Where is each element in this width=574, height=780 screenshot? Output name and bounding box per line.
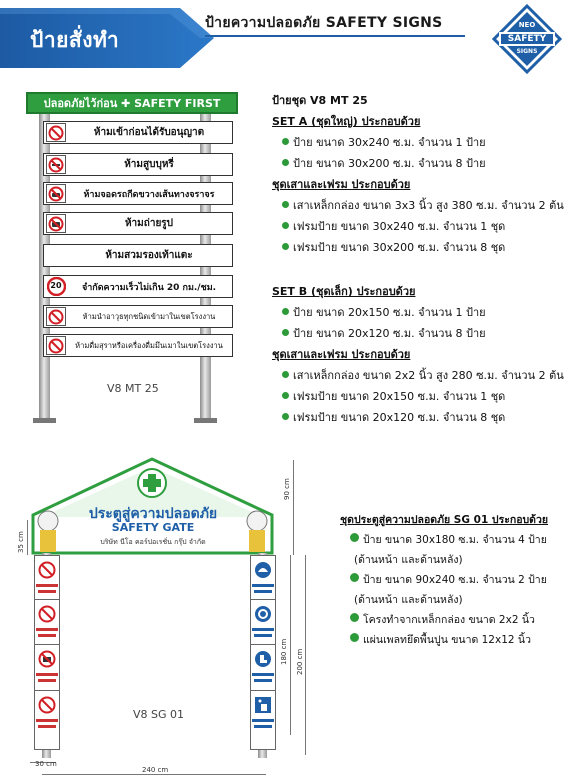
sign-plate-8 [43,334,233,357]
list-item: โครงทำจากเหล็กกล่อง ขนาด 2x2 นิ้ว [340,610,572,630]
no-parking-car-icon [46,184,66,203]
sign-plate-1 [43,121,233,144]
mt25-model-label: V8 MT 25 [107,382,159,395]
gate-subtitle: SAFETY GATE [111,521,195,534]
gate-title: ประตูสู่ความปลอดภัย [88,506,218,522]
list-item: เฟรมป้าย ขนาด 20x120 ซ.ม. จำนวน 8 ชุด [272,407,572,428]
set-b-heading: SET B (ชุดเล็ก) ประกอบด้วย [272,285,416,298]
no-camera-icon [46,214,66,233]
dim-total-height: 200 cm [296,648,304,675]
sg01-spec-heading: ชุดประตูสู่ความปลอดภัย SG 01 ประกอบด้วย [340,514,549,526]
litter-bin-icon [253,695,273,715]
no-camera-icon [37,649,57,669]
sg01-specs [340,510,572,650]
list-item: (ด้านหน้า และด้านหลัง) [354,554,463,566]
sign-plate-label: ห้ามดื่มสุราหรือเครื่องดื่มมึนเมาในเขตโรงงาน [75,340,223,350]
dim-width-line [42,774,266,775]
sign-plate-7 [43,305,233,328]
set-b-frame-heading: ชุดเสาและเฟรม ประกอบด้วย [272,348,411,361]
logo-safety: SAFETY [507,34,547,44]
no-smoking-icon [46,155,66,174]
dim-left-line [27,520,28,555]
list-item: แผ่นเพลทยึดพื้นปูน ขนาด 12x12 นิ้ว [340,630,572,650]
spec-title: ป้ายชุด V8 MT 25 [272,94,368,107]
no-entry-icon [46,123,66,142]
dim-panels-line [290,555,291,735]
page-title: ป้ายสั่งทำ [30,28,120,52]
no-alcohol-icon [46,336,66,355]
no-smoking-icon [37,560,57,580]
list-item: ป้าย ขนาด 90x240 ซ.ม. จำนวน 2 ป้าย [340,570,572,590]
dim-roof-height: 90 cm [283,478,291,500]
hard-hat-icon [253,560,273,580]
sign-plate-2 [43,153,233,176]
list-item: (ด้านหน้า และด้านหลัง) [354,594,463,606]
dim-total-line [305,555,306,755]
gate-right-panel-4 [250,690,276,750]
list-item: ป้าย ขนาด 30x240 ซ.ม. จำนวน 1 ป้าย [272,132,572,153]
right-post-base [194,418,217,423]
dim-total-width: 240 cm [142,766,169,774]
list-item: เฟรมป้าย ขนาด 20x150 ซ.ม. จำนวน 1 ชุด [272,386,572,407]
list-item: ป้าย ขนาด 30x200 ซ.ม. จำนวน 8 ป้าย [272,153,572,174]
list-item: เฟรมป้าย ขนาด 30x200 ซ.ม. จำนวน 8 ชุด [272,237,572,258]
no-fire-icon [37,604,57,624]
list-item: ป้าย ขนาด 20x120 ซ.ม. จำนวน 8 ป้าย [272,323,572,344]
logo-neo: NEO [518,21,536,29]
safety-boots-icon [253,649,273,669]
sign-plate-4 [43,212,233,235]
set-a-frame-heading: ชุดเสาและเฟรม ประกอบด้วย [272,178,411,191]
sign-plate-label: ห้ามนำอาวุธทุกชนิดเข้ามาในเขตโรงงาน [82,311,216,321]
sign-plate-label: ห้ามสูบบุหรี่ [124,159,174,170]
dim-post-width: 30 cm [35,760,57,768]
sign-plate-label: ห้ามสวมรองเท้าแตะ [105,250,193,261]
header-underline [205,35,465,37]
dim-panels-height: 180 cm [280,638,288,665]
sign-plate-label: ห้ามถ่ายรูป [124,218,174,229]
mt25-specs [272,90,572,428]
sign-plate-label: จำกัดความเร็วไม่เกิน 20 กม./ชม. [81,282,217,293]
no-sandals-icon [46,246,66,265]
set-a-heading: SET A (ชุดใหญ่) ประกอบด้วย [272,115,421,128]
speed-limit-value: 20 [50,281,62,290]
gate-left-panel-4 [34,690,60,750]
sign-plate-6 [43,275,233,298]
list-item: เสาเหล็กกล่อง ขนาด 3x3 นิ้ว สูง 380 ซ.ม. จำนวน 2 ต้น [272,195,572,216]
left-post-base [33,418,56,423]
neo-safety-logo [492,4,562,74]
page-subtitle: ป้ายความปลอดภัย SAFETY SIGNS [205,15,443,31]
list-item: ป้าย ขนาด 30x180 ซ.ม. จำนวน 4 ป้าย [340,530,572,550]
gate-company: บริษัท นีโอ คอร์ปอเรชั่น กรุ๊ป จำกัด [100,538,206,546]
sign-plate-3 [43,182,233,205]
ear-protection-icon [253,604,273,624]
no-weapons-icon [46,307,66,326]
sign-plate-5 [43,244,233,267]
list-item: เสาเหล็กกล่อง ขนาด 2x2 นิ้ว สูง 280 ซ.ม. จำนวน 2 ต้น [272,365,572,386]
logo-signs: SIGNS [516,48,538,55]
sign-plate-label: ห้ามจอดรถกีดขวางเส้นทางจราจร [83,189,215,200]
sg01-model-label: V8 SG 01 [133,708,185,721]
list-item: ป้าย ขนาด 20x150 ซ.ม. จำนวน 1 ป้าย [272,302,572,323]
list-item: เฟรมป้าย ขนาด 30x240 ซ.ม. จำนวน 1 ชุด [272,216,572,237]
sign-plate-label: ห้ามเข้าก่อนได้รับอนุญาต [93,127,205,138]
safety-first-banner: ปลอดภัยไว้ก่อน ✚ SAFETY FIRST [26,92,238,114]
no-entry-icon [37,695,57,715]
dim-left-side: 35 cm [17,531,25,553]
dim-roof-line [293,460,294,555]
